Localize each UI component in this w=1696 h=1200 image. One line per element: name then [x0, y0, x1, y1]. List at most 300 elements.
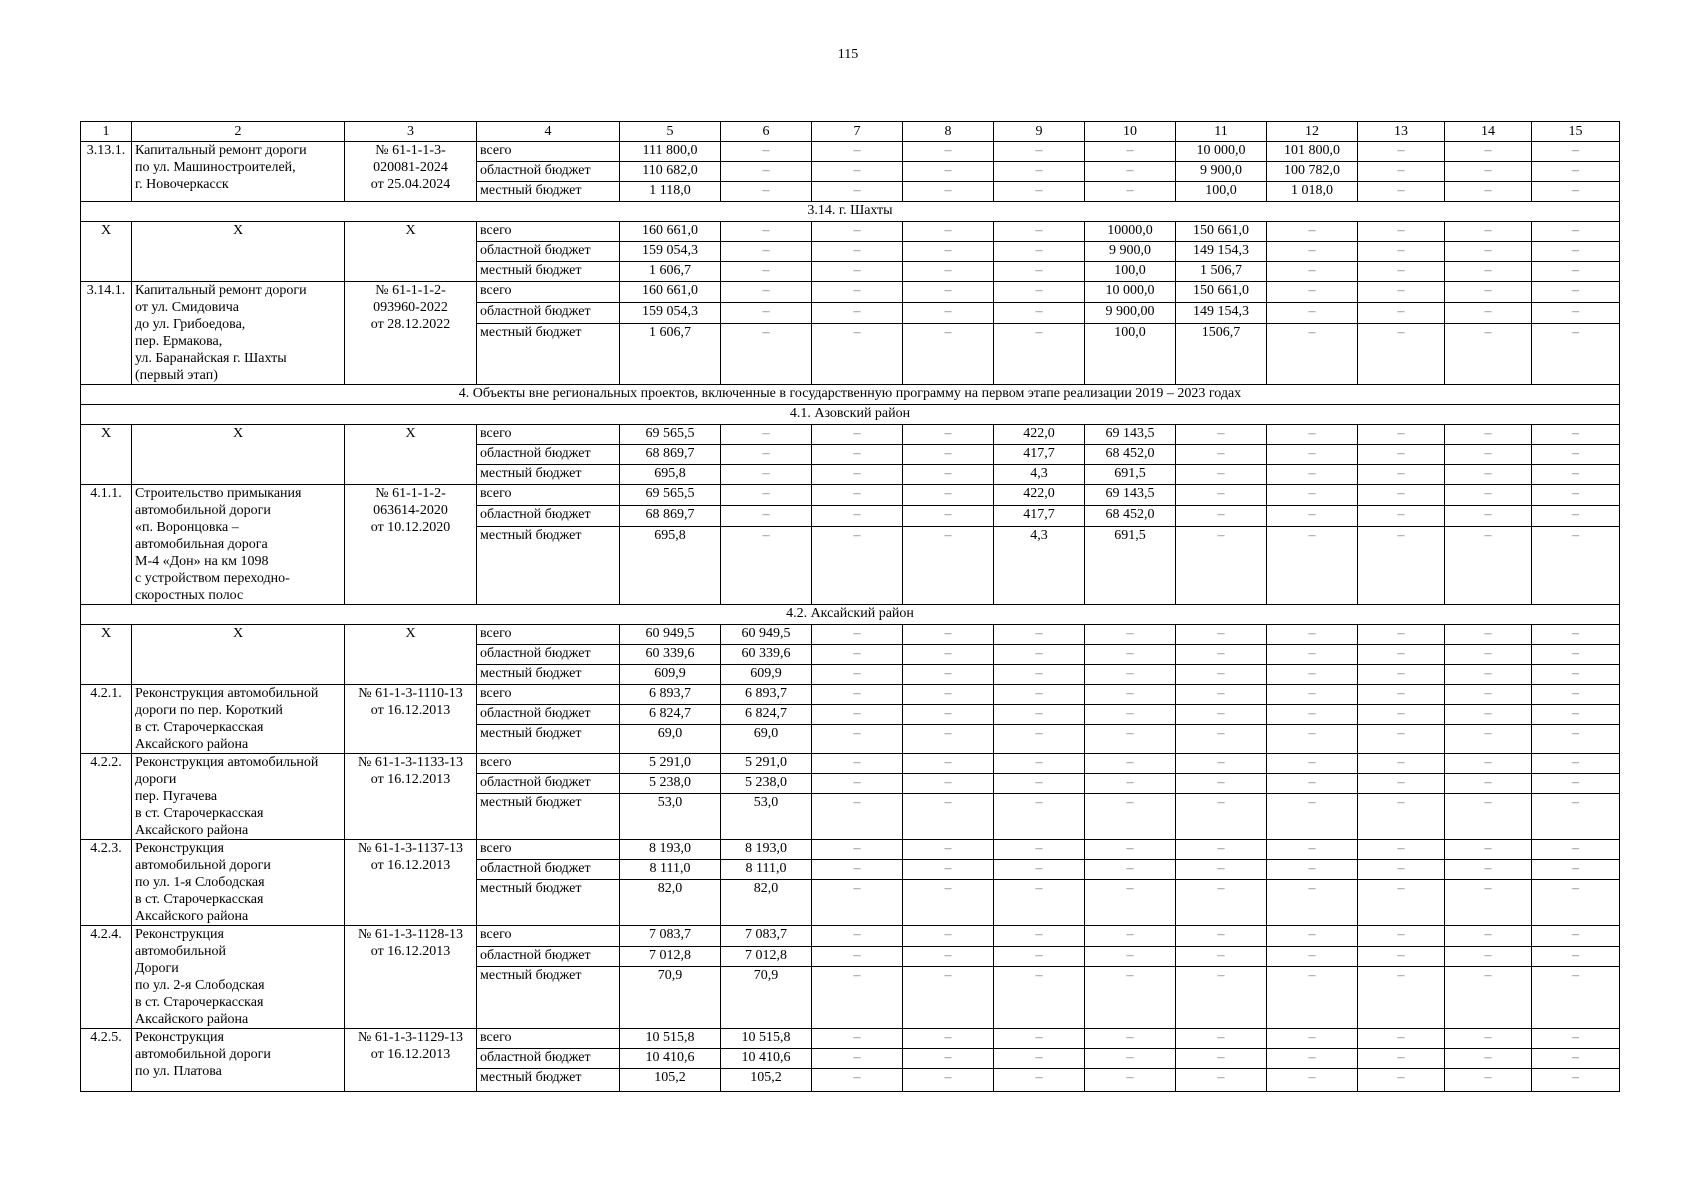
empty-value: – [1267, 485, 1358, 506]
empty-value: – [1176, 685, 1267, 705]
header-cell: 2 [132, 122, 345, 142]
header-cell: 13 [1358, 122, 1445, 142]
empty-value: – [1267, 262, 1358, 282]
amount-cell: 8 193,0 [721, 840, 812, 860]
empty-value: – [1085, 645, 1176, 665]
empty-value: – [1085, 1049, 1176, 1069]
amount-cell: 149 154,3 [1176, 302, 1267, 323]
empty-value: – [1532, 526, 1620, 604]
empty-value: – [1358, 926, 1445, 947]
header-cell: 12 [1267, 122, 1358, 142]
empty-value: – [1176, 505, 1267, 526]
empty-value: – [903, 505, 994, 526]
empty-value: – [1532, 625, 1620, 645]
empty-value: – [812, 465, 903, 485]
item-name: Реконструкция автомобильной Дороги по ул. 2-я Слободская в ст. Старочеркасская Аксайского района [132, 926, 345, 1029]
empty-value: – [1358, 645, 1445, 665]
header-row [81, 122, 1620, 142]
empty-value: – [1085, 840, 1176, 860]
empty-value: – [1085, 946, 1176, 967]
empty-value: – [721, 182, 812, 202]
funding-source: местный бюджет [477, 665, 620, 685]
amount-cell: 150 661,0 [1176, 282, 1267, 303]
empty-value: – [1176, 1069, 1267, 1092]
empty-value: – [903, 425, 994, 445]
funding-source: всего [477, 926, 620, 947]
empty-value: – [1358, 1069, 1445, 1092]
section-row [81, 385, 1620, 405]
empty-value: – [1358, 142, 1445, 162]
empty-value: – [1445, 1069, 1532, 1092]
item-document: № 61-1-1-2- 063614-2020 от 10.12.2020 [345, 485, 477, 605]
empty-value: – [812, 1069, 903, 1092]
amount-cell: 4,3 [994, 526, 1085, 604]
amount-cell: 9 900,0 [1176, 162, 1267, 182]
empty-value: – [994, 262, 1085, 282]
empty-value: – [1085, 774, 1176, 794]
item-code: 4.2.1. [81, 685, 132, 754]
empty-value: – [903, 705, 994, 725]
empty-value: – [903, 725, 994, 754]
empty-value: – [903, 1069, 994, 1092]
empty-value: – [1267, 705, 1358, 725]
empty-value: – [812, 967, 903, 1029]
empty-value: – [1358, 705, 1445, 725]
empty-value: – [1085, 625, 1176, 645]
empty-value: – [1267, 222, 1358, 242]
amount-cell: 60 339,6 [721, 645, 812, 665]
empty-value: – [1445, 282, 1532, 303]
item-document: № 61-1-1-2- 093960-2022 от 28.12.2022 [345, 282, 477, 385]
empty-value: – [1358, 794, 1445, 840]
item-document: № 61-1-1-3- 020081-2024 от 25.04.2024 [345, 142, 477, 202]
item-code: 3.14.1. [81, 282, 132, 385]
empty-value: – [1176, 725, 1267, 754]
funding-source: местный бюджет [477, 526, 620, 604]
table-row [81, 926, 1620, 947]
item-name: Строительство примыкания автомобильной дороги «п. Воронцовка – автомобильная дорога М-4 «Дон» на км 1098 с устройством переходно- скоростных полос [132, 485, 345, 605]
amount-cell: 6 893,7 [721, 685, 812, 705]
empty-value: – [812, 485, 903, 506]
empty-value: – [1267, 754, 1358, 774]
section-row [81, 202, 1620, 222]
empty-value: – [1085, 725, 1176, 754]
empty-value: – [1267, 1069, 1358, 1092]
empty-value: – [903, 754, 994, 774]
amount-cell: 10 000,0 [1176, 142, 1267, 162]
empty-value: – [721, 505, 812, 526]
empty-value: – [1445, 946, 1532, 967]
funding-source: областной бюджет [477, 302, 620, 323]
funding-source: областной бюджет [477, 242, 620, 262]
empty-value: – [903, 182, 994, 202]
empty-value: – [1445, 222, 1532, 242]
amount-cell: 105,2 [620, 1069, 721, 1092]
budget-table [80, 121, 1620, 1092]
empty-value: – [903, 645, 994, 665]
empty-value: – [1532, 794, 1620, 840]
amount-cell: 1 606,7 [620, 323, 721, 384]
empty-value: – [1532, 880, 1620, 926]
empty-value: – [994, 1069, 1085, 1092]
empty-value: – [1358, 1029, 1445, 1049]
amount-cell: 101 800,0 [1267, 142, 1358, 162]
empty-value: – [812, 1029, 903, 1049]
empty-value: – [1358, 302, 1445, 323]
empty-value: – [1176, 665, 1267, 685]
empty-value: – [1445, 302, 1532, 323]
amount-cell: 1 606,7 [620, 262, 721, 282]
item-document: № 61-1-3-1129-13 от 16.12.2013 [345, 1029, 477, 1092]
amount-cell: 417,7 [994, 505, 1085, 526]
amount-cell: 10 000,0 [1085, 282, 1176, 303]
empty-value: – [812, 262, 903, 282]
empty-value: – [1445, 880, 1532, 926]
empty-value: – [812, 725, 903, 754]
amount-cell: 111 800,0 [620, 142, 721, 162]
funding-source: местный бюджет [477, 323, 620, 384]
empty-value: – [1085, 1029, 1176, 1049]
empty-value: – [1267, 445, 1358, 465]
amount-cell: 609,9 [620, 665, 721, 685]
empty-value: – [903, 485, 994, 506]
empty-value: – [1176, 926, 1267, 947]
item-name: Реконструкция автомобильной дороги по пер. Короткий в ст. Старочеркасская Аксайского района [132, 685, 345, 754]
empty-value: – [721, 262, 812, 282]
amount-cell: 8 111,0 [620, 860, 721, 880]
empty-value: – [903, 926, 994, 947]
empty-value: – [1085, 685, 1176, 705]
empty-value: – [994, 665, 1085, 685]
empty-value: – [1532, 685, 1620, 705]
empty-value: – [994, 725, 1085, 754]
empty-value: – [1445, 665, 1532, 685]
empty-value: – [1176, 445, 1267, 465]
amount-cell: 110 682,0 [620, 162, 721, 182]
empty-value: – [1358, 880, 1445, 926]
table-body [81, 142, 1620, 1092]
funding-source: местный бюджет [477, 1069, 620, 1092]
empty-value: – [903, 685, 994, 705]
empty-value: – [1176, 526, 1267, 604]
empty-value: – [1358, 282, 1445, 303]
amount-cell: 609,9 [721, 665, 812, 685]
item-name: Х [132, 425, 345, 485]
section-title: 4. Объекты вне региональных проектов, включенные в государственную программу на первом этапе реализации 2019 – 2023 годах [81, 385, 1620, 405]
item-code: Х [81, 222, 132, 282]
empty-value: – [1358, 526, 1445, 604]
amount-cell: 7 012,8 [721, 946, 812, 967]
empty-value: – [1445, 465, 1532, 485]
empty-value: – [1176, 485, 1267, 506]
amount-cell: 10 515,8 [620, 1029, 721, 1049]
empty-value: – [994, 1049, 1085, 1069]
item-document: Х [345, 222, 477, 282]
empty-value: – [1176, 1029, 1267, 1049]
empty-value: – [1085, 967, 1176, 1029]
amount-cell: 69 565,5 [620, 485, 721, 506]
empty-value: – [1532, 282, 1620, 303]
page-number: 115 [837, 47, 859, 62]
section-title: 4.1. Азовский район [81, 405, 1620, 425]
item-document: № 61-1-3-1133-13 от 16.12.2013 [345, 754, 477, 840]
empty-value: – [1445, 485, 1532, 506]
item-code: 4.2.2. [81, 754, 132, 840]
empty-value: – [812, 926, 903, 947]
empty-value: – [1532, 445, 1620, 465]
funding-source: местный бюджет [477, 967, 620, 1029]
empty-value: – [1445, 1029, 1532, 1049]
empty-value: – [1085, 794, 1176, 840]
empty-value: – [1267, 505, 1358, 526]
empty-value: – [994, 840, 1085, 860]
amount-cell: 1 018,0 [1267, 182, 1358, 202]
empty-value: – [903, 162, 994, 182]
amount-cell: 53,0 [721, 794, 812, 840]
empty-value: – [1176, 465, 1267, 485]
item-document: № 61-1-3-1110-13 от 16.12.2013 [345, 685, 477, 754]
amount-cell: 5 238,0 [620, 774, 721, 794]
amount-cell: 53,0 [620, 794, 721, 840]
empty-value: – [812, 526, 903, 604]
empty-value: – [1532, 946, 1620, 967]
empty-value: – [903, 1029, 994, 1049]
amount-cell: 159 054,3 [620, 242, 721, 262]
amount-cell: 160 661,0 [620, 282, 721, 303]
empty-value: – [1532, 485, 1620, 506]
empty-value: – [1176, 1049, 1267, 1069]
empty-value: – [903, 860, 994, 880]
empty-value: – [1445, 262, 1532, 282]
empty-value: – [1358, 445, 1445, 465]
empty-value: – [1358, 754, 1445, 774]
amount-cell: 10 410,6 [620, 1049, 721, 1069]
empty-value: – [1358, 725, 1445, 754]
empty-value: – [1532, 142, 1620, 162]
funding-source: областной бюджет [477, 774, 620, 794]
item-name: Реконструкция автомобильной дороги пер. Пугачева в ст. Старочеркасская Аксайского района [132, 754, 345, 840]
empty-value: – [994, 794, 1085, 840]
empty-value: – [1445, 725, 1532, 754]
empty-value: – [1445, 162, 1532, 182]
header-cell: 15 [1532, 122, 1620, 142]
empty-value: – [1445, 794, 1532, 840]
funding-source: областной бюджет [477, 1049, 620, 1069]
empty-value: – [812, 880, 903, 926]
empty-value: – [1445, 445, 1532, 465]
empty-value: – [1532, 926, 1620, 947]
empty-value: – [812, 754, 903, 774]
empty-value: – [903, 774, 994, 794]
amount-cell: 69,0 [721, 725, 812, 754]
header-cell: 1 [81, 122, 132, 142]
empty-value: – [1267, 242, 1358, 262]
amount-cell: 70,9 [721, 967, 812, 1029]
amount-cell: 70,9 [620, 967, 721, 1029]
empty-value: – [1532, 1049, 1620, 1069]
empty-value: – [1267, 323, 1358, 384]
empty-value: – [1532, 725, 1620, 754]
item-document: № 61-1-3-1137-13 от 16.12.2013 [345, 840, 477, 926]
empty-value: – [812, 302, 903, 323]
empty-value: – [994, 323, 1085, 384]
funding-source: областной бюджет [477, 860, 620, 880]
empty-value: – [812, 774, 903, 794]
empty-value: – [1358, 505, 1445, 526]
amount-cell: 100,0 [1176, 182, 1267, 202]
empty-value: – [1445, 645, 1532, 665]
empty-value: – [1267, 526, 1358, 604]
table-row [81, 625, 1620, 645]
section-title: 3.14. г. Шахты [81, 202, 1620, 222]
empty-value: – [903, 262, 994, 282]
item-document: Х [345, 625, 477, 685]
funding-source: местный бюджет [477, 182, 620, 202]
amount-cell: 1 118,0 [620, 182, 721, 202]
empty-value: – [1358, 625, 1445, 645]
empty-value: – [1176, 705, 1267, 725]
empty-value: – [903, 794, 994, 840]
empty-value: – [994, 880, 1085, 926]
header-cell: 10 [1085, 122, 1176, 142]
empty-value: – [1445, 182, 1532, 202]
empty-value: – [1358, 1049, 1445, 1069]
empty-value: – [1085, 880, 1176, 926]
empty-value: – [1532, 967, 1620, 1029]
table-row [81, 1029, 1620, 1049]
empty-value: – [812, 946, 903, 967]
header-cell: 7 [812, 122, 903, 142]
amount-cell: 68 869,7 [620, 445, 721, 465]
empty-value: – [1445, 625, 1532, 645]
empty-value: – [1532, 505, 1620, 526]
amount-cell: 100,0 [1085, 323, 1176, 384]
amount-cell: 150 661,0 [1176, 222, 1267, 242]
header-cell: 9 [994, 122, 1085, 142]
amount-cell: 10 410,6 [721, 1049, 812, 1069]
header-cell: 14 [1445, 122, 1532, 142]
empty-value: – [994, 685, 1085, 705]
empty-value: – [994, 182, 1085, 202]
header-cell: 5 [620, 122, 721, 142]
amount-cell: 691,5 [1085, 465, 1176, 485]
empty-value: – [812, 425, 903, 445]
empty-value: – [721, 526, 812, 604]
empty-value: – [1445, 860, 1532, 880]
empty-value: – [1445, 967, 1532, 1029]
empty-value: – [903, 302, 994, 323]
empty-value: – [721, 302, 812, 323]
empty-value: – [1532, 840, 1620, 860]
amount-cell: 5 291,0 [620, 754, 721, 774]
empty-value: – [1267, 665, 1358, 685]
empty-value: – [812, 860, 903, 880]
empty-value: – [1445, 840, 1532, 860]
empty-value: – [903, 465, 994, 485]
empty-value: – [812, 222, 903, 242]
empty-value: – [994, 625, 1085, 645]
empty-value: – [1532, 860, 1620, 880]
empty-value: – [812, 162, 903, 182]
empty-value: – [994, 754, 1085, 774]
empty-value: – [1445, 323, 1532, 384]
empty-value: – [1358, 685, 1445, 705]
amount-cell: 82,0 [721, 880, 812, 926]
amount-cell: 4,3 [994, 465, 1085, 485]
empty-value: – [1176, 625, 1267, 645]
empty-value: – [1358, 262, 1445, 282]
item-code: 4.2.4. [81, 926, 132, 1029]
empty-value: – [1085, 182, 1176, 202]
empty-value: – [1445, 142, 1532, 162]
empty-value: – [1445, 754, 1532, 774]
funding-source: областной бюджет [477, 946, 620, 967]
item-name: Х [132, 222, 345, 282]
empty-value: – [903, 1049, 994, 1069]
header-cell: 11 [1176, 122, 1267, 142]
empty-value: – [1267, 774, 1358, 794]
table-row [81, 840, 1620, 860]
empty-value: – [1267, 645, 1358, 665]
empty-value: – [812, 505, 903, 526]
amount-cell: 159 054,3 [620, 302, 721, 323]
empty-value: – [1532, 222, 1620, 242]
empty-value: – [1358, 946, 1445, 967]
empty-value: – [1176, 774, 1267, 794]
empty-value: – [1532, 323, 1620, 384]
empty-value: – [994, 705, 1085, 725]
empty-value: – [1445, 774, 1532, 794]
table-row [81, 142, 1620, 162]
amount-cell: 68 452,0 [1085, 505, 1176, 526]
funding-source: местный бюджет [477, 794, 620, 840]
amount-cell: 417,7 [994, 445, 1085, 465]
amount-cell: 149 154,3 [1176, 242, 1267, 262]
table-row [81, 425, 1620, 445]
empty-value: – [1176, 840, 1267, 860]
funding-source: областной бюджет [477, 445, 620, 465]
empty-value: – [1532, 262, 1620, 282]
empty-value: – [903, 840, 994, 860]
empty-value: – [994, 282, 1085, 303]
empty-value: – [903, 625, 994, 645]
empty-value: – [994, 774, 1085, 794]
item-code: Х [81, 625, 132, 685]
amount-cell: 160 661,0 [620, 222, 721, 242]
item-code: 4.1.1. [81, 485, 132, 605]
funding-source: областной бюджет [477, 162, 620, 182]
empty-value: – [812, 685, 903, 705]
empty-value: – [812, 665, 903, 685]
empty-value: – [1532, 1029, 1620, 1049]
amount-cell: 69,0 [620, 725, 721, 754]
empty-value: – [812, 323, 903, 384]
empty-value: – [1176, 645, 1267, 665]
empty-value: – [1358, 222, 1445, 242]
empty-value: – [1532, 1069, 1620, 1092]
funding-source: местный бюджет [477, 725, 620, 754]
empty-value: – [812, 625, 903, 645]
empty-value: – [1358, 182, 1445, 202]
empty-value: – [1085, 705, 1176, 725]
empty-value: – [903, 665, 994, 685]
amount-cell: 10000,0 [1085, 222, 1176, 242]
empty-value: – [721, 222, 812, 242]
empty-value: – [721, 465, 812, 485]
empty-value: – [1532, 302, 1620, 323]
empty-value: – [1267, 946, 1358, 967]
empty-value: – [1176, 794, 1267, 840]
